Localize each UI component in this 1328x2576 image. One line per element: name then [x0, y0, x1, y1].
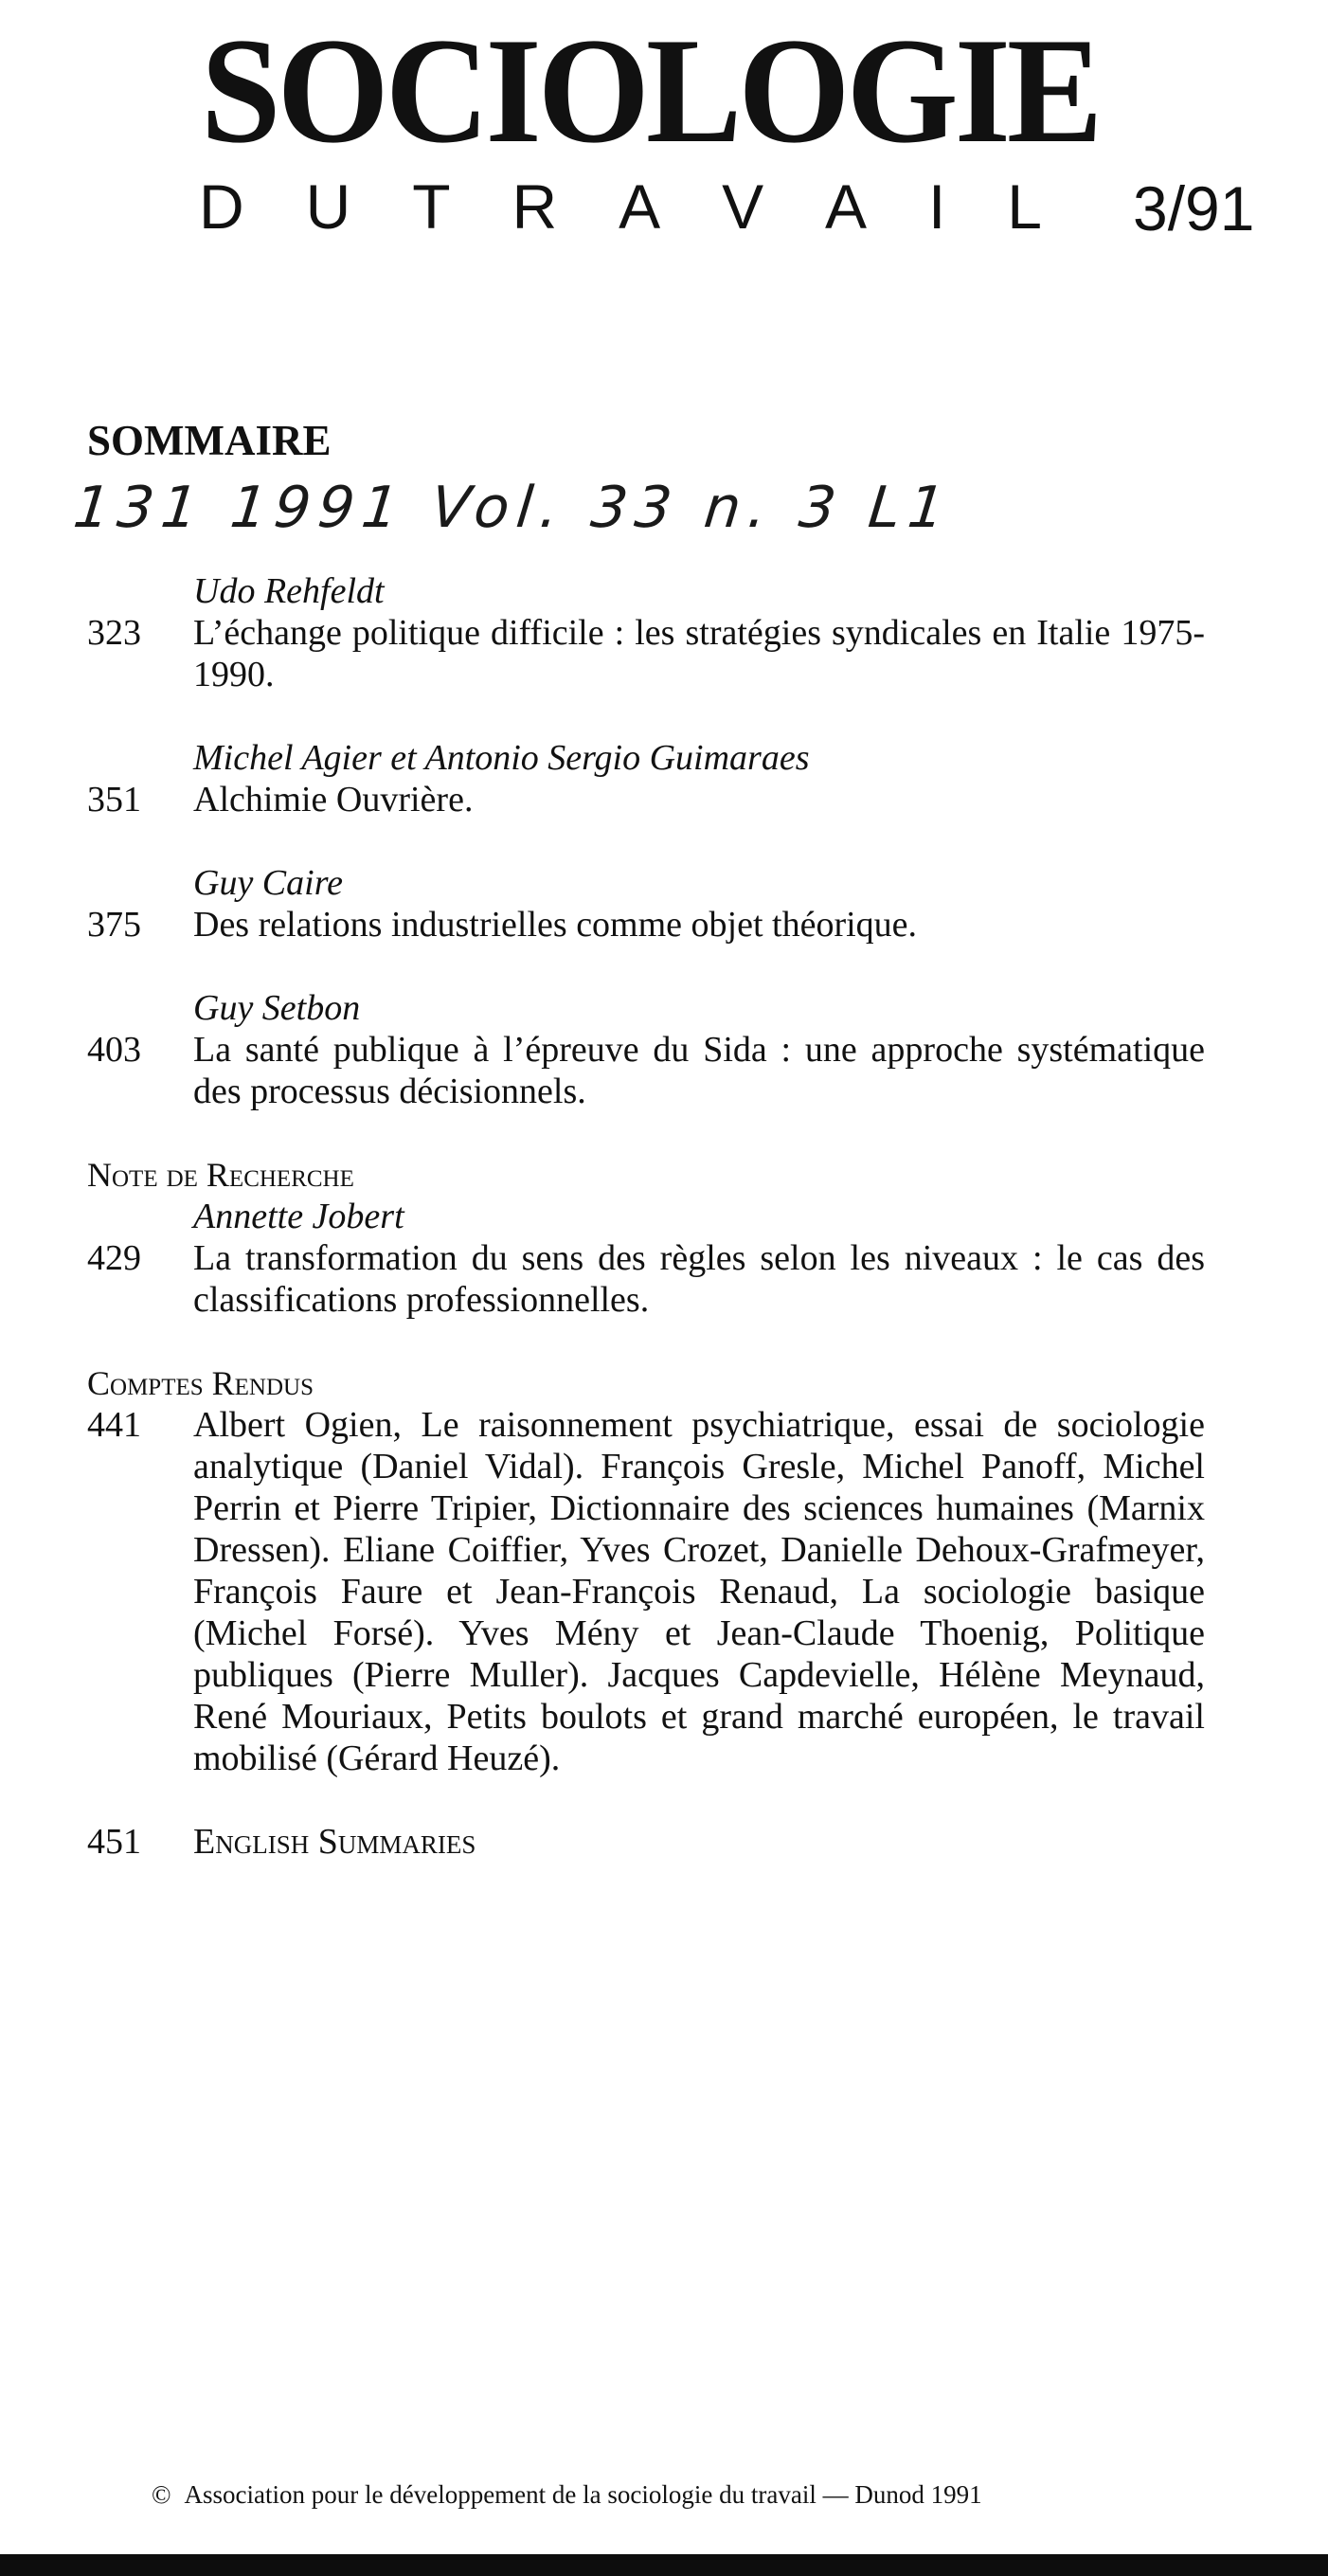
- subtitle-letter: L: [1007, 171, 1042, 242]
- article-author: Guy Setbon: [193, 988, 361, 1028]
- article-title: La santé publique à l’épreuve du Sida : une approche systématique des processus décisionnels.: [193, 1030, 1205, 1111]
- page-number: 451: [87, 1822, 141, 1862]
- subtitle-letter: V: [722, 171, 764, 242]
- bottom-scan-border: [0, 2554, 1328, 2576]
- journal-title: SOCIOLOGIE: [201, 7, 1100, 174]
- section-label: Comptes Rendus: [87, 1364, 314, 1402]
- issue-number: 3/91: [1133, 173, 1255, 243]
- page-number: 403: [87, 1030, 141, 1070]
- copyright-footer: [152, 2478, 982, 2511]
- subtitle-letter: R: [511, 171, 558, 242]
- subtitle-letter: A: [825, 171, 868, 242]
- reviews-section: [87, 1362, 1205, 1779]
- contents-heading: SOMMAIRE: [87, 417, 332, 464]
- article-title: L’échange politique difficile : les stratégies syndicales en Italie 1975-1990.: [193, 613, 1205, 694]
- page-number: 351: [87, 780, 141, 820]
- toc-entry: [87, 737, 1205, 820]
- subtitle-letter: I: [928, 171, 946, 242]
- english-summaries-entry: [87, 1821, 1205, 1863]
- article-author: Michel Agier et Antonio Sergio Guimaraes: [193, 738, 810, 778]
- page-number: 441: [87, 1405, 141, 1445]
- subtitle-letter: U: [305, 171, 351, 242]
- journal-subtitle: [199, 169, 1042, 244]
- article-title: Alchimie Ouvrière.: [193, 780, 474, 820]
- footer-text: Association pour le développement de la sociologie du travail — Dunod 1991: [184, 2480, 982, 2509]
- section-label: Note de Recherche: [87, 1156, 354, 1194]
- article-author: Udo Rehfeldt: [193, 571, 385, 611]
- page-number: 429: [87, 1238, 141, 1278]
- subtitle-letter: D: [199, 171, 244, 242]
- research-note-section: [87, 1154, 1205, 1321]
- subtitle-letter: A: [619, 171, 661, 242]
- english-summaries-label: English Summaries: [193, 1822, 476, 1862]
- page-number: 375: [87, 905, 141, 945]
- toc-entry: [87, 987, 1205, 1112]
- article-author: Annette Jobert: [193, 1197, 404, 1236]
- article-author: Guy Caire: [193, 863, 343, 903]
- article-title: La transformation du sens des règles selon les niveaux : le cas des classifications professionnelles.: [193, 1238, 1205, 1320]
- page-number: 323: [87, 613, 141, 653]
- toc-entry: [87, 862, 1205, 946]
- table-of-contents: [87, 570, 1205, 1863]
- copyright-icon: ©: [152, 2480, 171, 2509]
- reviews-text: Albert Ogien, Le raisonnement psychiatrique, essai de sociologie analytique (Daniel Vidal). François Gresle, Michel Panoff, Michel Perrin et Pierre Tripier, Dictionnaire des sciences humaines (Marnix Dressen). Eliane Coiffier, Yves Crozet, Danielle Dehoux-Grafmeyer, François Faure et Jean-François Renaud, La sociologie basique (Michel Forsé). Yves Mény et Jean-Claude Thoenig, Politique publiques (Pierre Muller). Jacques Capdevielle, Hélène Meynaud, René Mouriaux, Petits boulots et grand marché européen, le travail mobilisé (Gérard Heuzé).: [193, 1405, 1205, 1778]
- toc-entry: [87, 570, 1205, 695]
- handwritten-annotation: 131 1991 Vol. 33 n. 3 L1: [70, 475, 956, 541]
- article-title: Des relations industrielles comme objet théorique.: [193, 905, 918, 945]
- subtitle-letter: T: [412, 171, 451, 242]
